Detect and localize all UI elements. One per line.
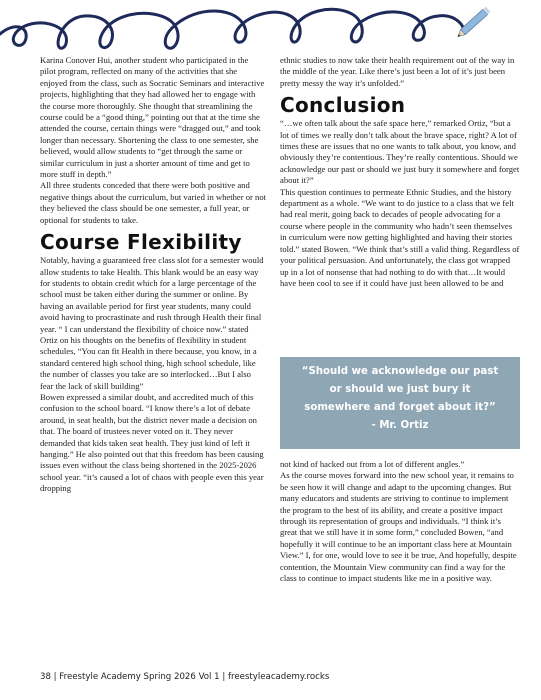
pull-quote-attribution: - Mr. Ortiz	[371, 420, 429, 431]
squiggle-line	[0, 9, 464, 48]
right-column-top	[280, 55, 520, 289]
body-paragraph: Bowen expressed a similar doubt, and accredited much of this confusion to the school board. “I know there’s a lot of debate around, in seat health, but the district never made a decision on that. The board of trustees never voted on it. They never demanded that kids taken seat health. They just kind of left it hanging.” He also pointed out that this freedom has been causing issues even without the class being shortened in the 2025-2026 school year. “it’s caused a lot of chaos with people even this year dropping	[40, 391, 264, 494]
body-paragraph: Notably, having a guaranteed free class slot for a semester would allow students to take Health. This blank would be an easy way for students to obtain credit which for a large percentage of the school must be taken either during the summer or online. By having an available period for first year students, many could avoid having to procrastinate and rush through Health their final year. “ I can understand the flexibility of choice now.” stated Ortiz on his thoughts on the benefits of flexibility in student schedules, “You can fit Health in there because, you know, in a standard centered high school thing, high school schedule, like the number of classes you take are so interlocked…But I also fear the lack of skill building”	[40, 255, 264, 391]
right-column-bottom	[280, 459, 520, 584]
section-heading-course-flexibility: Course Flexibility	[40, 230, 242, 255]
top-squiggle-doodle	[0, 0, 541, 60]
body-paragraph: This question continues to permeate Ethnic Studies, and the history department as a whole. “We want to do justice to a class that we felt had real merit, going back to decades of people advocating for a course where people in the community who hadn’t seen themselves in curriculum were now getting highlighted and having their stories told.” stated Bowen. “We think that’s still a valid thing. Regardless of your political persuasion. And unfortunately, the class got wrapped up in a lot of nonsense that had nothing to do with that…It would have been cool to see if it could have just been allowed to be and	[280, 186, 520, 288]
body-paragraph: not kind of hacked out from a lot of different angles.”	[280, 459, 465, 469]
page-footer: 38 | Freestyle Academy Spring 2026 Vol 1 | freestyleacademy.rocks	[40, 672, 330, 682]
pull-quote-text: “Should we acknowledge our past or should we just bury it somewhere and forget about it?”	[301, 366, 499, 413]
section-heading-conclusion: Conclusion	[280, 93, 406, 118]
left-column	[40, 55, 266, 495]
body-paragraph: All three students conceded that there were both positive and negative things about the curriculum, but varied in whether or not they believed the class should be one semester, a full year, or optional for students to take.	[40, 180, 267, 225]
body-paragraph: As the course moves forward into the new school year, it remains to be seen how it will change and adapt to the upcoming changes. But many educators and students are striving to continue to implement the program to the best of its ability, and create a positive impact through its representation of groups and individuals. “I think it’s great that we still have it in some form,” concluded Bowen, “and hopefully it will continue to be an important class here at Mountain View.” I, for one, would love to see it be true, And hopefully, despite contention, the Mountain View community can find a way for the class to continue to impact students like me in a positive way.	[280, 470, 517, 584]
body-paragraph: “…we often talk about the safe space here,” remarked Ortiz, “but a lot of times we really don’t talk about the brave space, right? A lot of times these are issues that no one wants to talk about, you know, and obviously they’re contentious. They’re really contentious. Should we acknowledge our past or should we just bury it somewhere and forget about it?”	[280, 118, 520, 186]
body-paragraph: Karina Conover Hui, another student who participated in the pilot program, reflected on many of the activities that she enjoyed from the class, such as Socratic Seminars and interactive projects, highlighting that they had allowed her to engage with the course more thoroughly. She thought that streamlining the course could be a “good thing,” pointing out that at the time she attended the course, certain things were “dragged out,” and took longer than necessary. Shortening the class to one semester, she believed, would allow students to “get through the same or similar curriculum in just a shorter amount of time and get to more stuff in depth.”	[40, 55, 265, 180]
pull-quote-box	[280, 357, 520, 449]
body-paragraph: ethnic studies to now take their health requirement out of the way in the middle of the year. Like there’s just been a lot of it’s just been pretty messy the way it’s unfolded.”	[280, 55, 515, 88]
